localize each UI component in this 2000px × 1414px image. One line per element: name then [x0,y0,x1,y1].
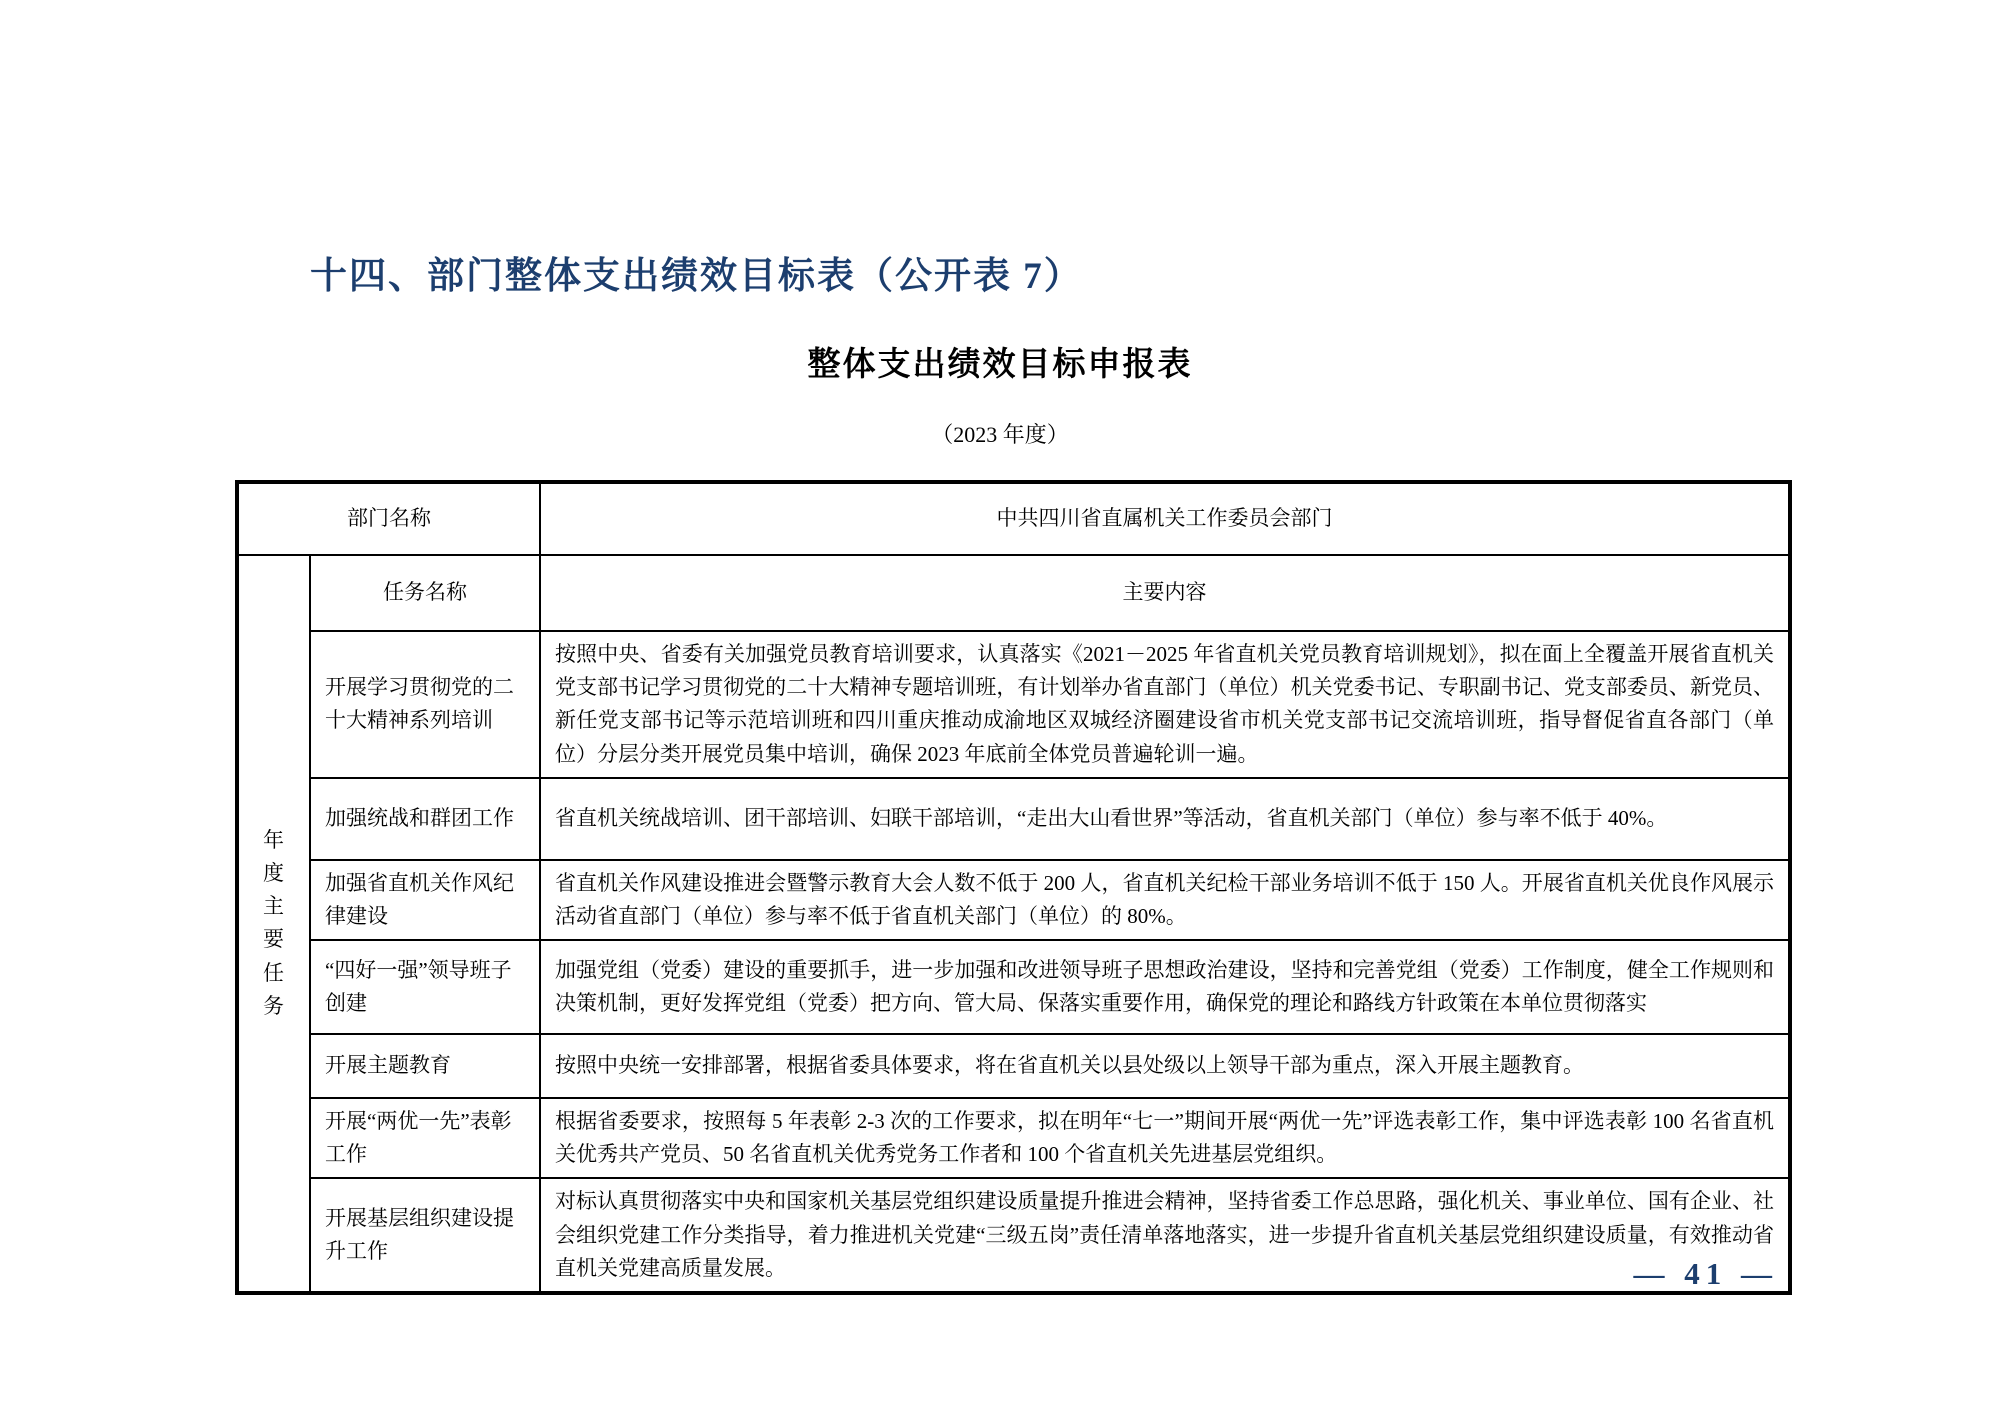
task-name-header: 任务名称 [310,555,540,631]
performance-target-table [235,480,1792,1295]
task-name: 开展“两优一先”表彰工作 [310,1098,540,1178]
task-content: 根据省委要求，按照每 5 年表彰 2-3 次的工作要求，拟在明年“七一”期间开展“两优一先”评选表彰工作，集中评选表彰 100 名省直机关优秀共产党员、50 名省直机关优秀党务工作者和 100 个省直机关先进基层党组织。 [540,1098,1790,1178]
task-content: 省直机关统战培训、团干部培训、妇联干部培训，“走出大山看世界”等活动，省直机关部门（单位）参与率不低于 40%。 [540,778,1790,860]
task-row [237,1098,1790,1178]
task-name: “四好一强”领导班子创建 [310,940,540,1034]
task-row [237,1034,1790,1098]
page-number: — 41 — [1633,1256,1778,1291]
column-header-row [237,555,1790,631]
task-name: 开展基层组织建设提升工作 [310,1178,540,1293]
task-content: 对标认真贯彻落实中央和国家机关基层党组织建设质量提升推进会精神，坚持省委工作总思路，强化机关、事业单位、国有企业、社会组织党建工作分类指导，着力推进机关党建“三级五岗”责任清单落地落实，进一步提升省直机关基层党组织建设质量，有效推动省直机关党建高质量发展。 [540,1178,1790,1293]
section-title: 十四、部门整体支出绩效目标表（公开表 7） [310,256,1083,297]
task-name: 开展学习贯彻党的二十大精神系列培训 [310,631,540,778]
task-name: 加强省直机关作风纪律建设 [310,860,540,940]
department-name-row [237,482,1790,555]
table-year-subtitle: （2023 年度） [931,422,1069,447]
table-title: 整体支出绩效目标申报表 [807,345,1193,382]
department-name-value: 中共四川省直属机关工作委员会部门 [540,482,1790,555]
task-row [237,631,1790,778]
task-name: 开展主题教育 [310,1034,540,1098]
task-content: 按照中央统一安排部署，根据省委具体要求，将在省直机关以县处级以上领导干部为重点，深入开展主题教育。 [540,1034,1790,1098]
task-content: 省直机关作风建设推进会暨警示教育大会人数不低于 200 人，省直机关纪检干部业务培训不低于 150 人。开展省直机关优良作风展示活动省直部门（单位）参与率不低于省直机关部门（单位）的 80%。 [540,860,1790,940]
annual-main-tasks-label: 年度主要任务 [237,555,310,1293]
task-row [237,860,1790,940]
task-content: 按照中央、省委有关加强党员教育培训要求，认真落实《2021－2025 年省直机关党员教育培训规划》，拟在面上全覆盖开展省直机关党支部书记学习贯彻党的二十大精神专题培训班，有计划举办省直部门（单位）机关党委书记、专职副书记、党支部委员、新党员、新任党支部书记等示范培训班和四川重庆推动成渝地区双城经济圈建设省市机关党支部书记交流培训班，指导督促省直各部门（单位）分层分类开展党员集中培训，确保 2023 年底前全体党员普遍轮训一遍。 [540,631,1790,778]
main-content-header: 主要内容 [540,555,1790,631]
task-row [237,940,1790,1034]
task-row [237,1178,1790,1293]
task-content: 加强党组（党委）建设的重要抓手，进一步加强和改进领导班子思想政治建设，坚持和完善党组（党委）工作制度，健全工作规则和决策机制，更好发挥党组（党委）把方向、管大局、保落实重要作用，确保党的理论和路线方针政策在本单位贯彻落实 [540,940,1790,1034]
task-row [237,778,1790,860]
task-name: 加强统战和群团工作 [310,778,540,860]
department-name-label: 部门名称 [237,482,540,555]
